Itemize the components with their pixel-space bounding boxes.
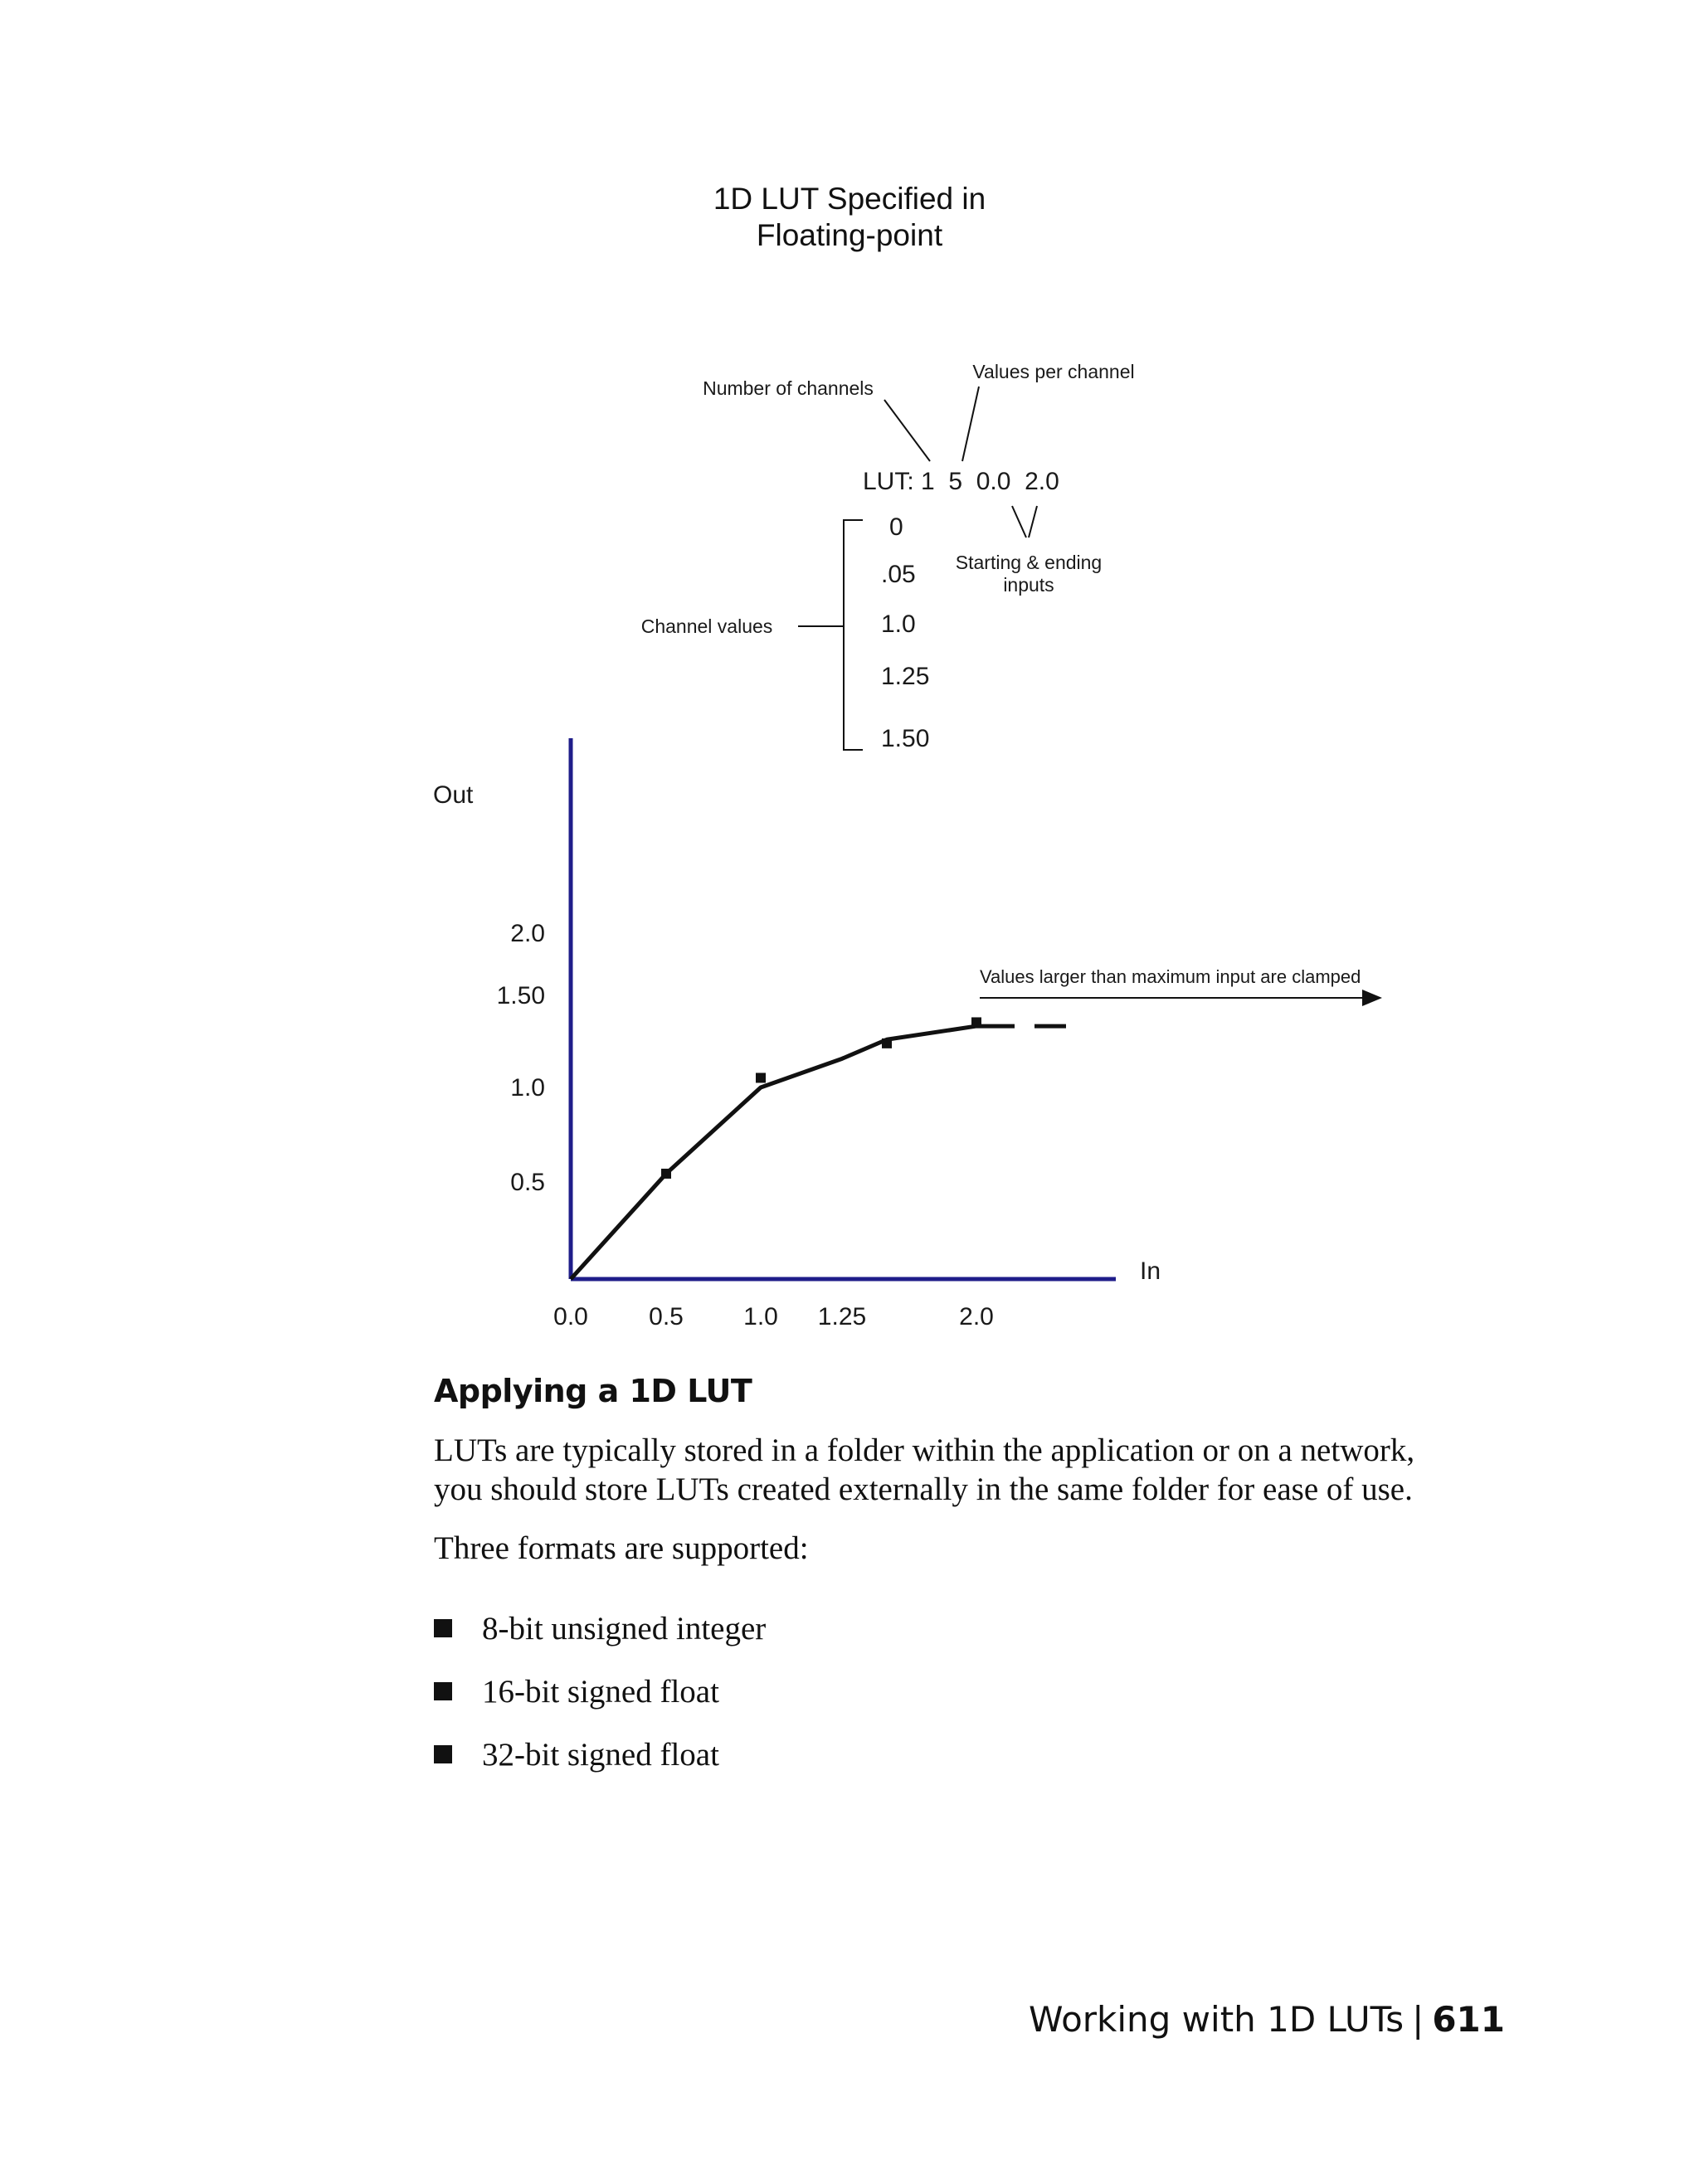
data-point-marker xyxy=(882,1038,892,1048)
list-item xyxy=(434,1723,766,1786)
channel-value: 1.0 xyxy=(881,610,916,638)
square-bullet-icon xyxy=(434,1619,452,1637)
y-tick-label: 1.0 xyxy=(510,1074,545,1102)
data-point-marker xyxy=(661,1169,671,1179)
lut-annotation-diagram xyxy=(641,361,1135,752)
x-tick-label: 1.0 xyxy=(743,1303,778,1330)
x-tick-label: 0.5 xyxy=(649,1303,684,1330)
list-item xyxy=(434,1597,766,1660)
x-axis-label: In xyxy=(1140,1257,1161,1285)
x-tick-label: 1.25 xyxy=(817,1303,867,1330)
y-tick-label: 2.0 xyxy=(510,920,545,947)
y-axis-label: Out xyxy=(433,781,474,809)
channel-values-bracket xyxy=(844,520,863,750)
x-tick-label: 2.0 xyxy=(959,1303,994,1330)
y-tick-label: 0.5 xyxy=(510,1169,545,1196)
ending-input-pointer xyxy=(1029,506,1037,537)
page-number: 611 xyxy=(1432,1999,1505,2040)
lut-curve-chart xyxy=(433,738,1380,1330)
number-of-channels-label: Number of channels xyxy=(703,377,874,399)
y-tick-label: 1.50 xyxy=(496,982,545,1009)
data-point-marker xyxy=(756,1073,766,1082)
values-per-channel-pointer xyxy=(962,387,979,461)
lut-header: LUT: 1 5 0.0 2.0 xyxy=(863,468,1059,495)
lut-curve-line xyxy=(571,1026,976,1279)
figure-title-line2: Floating-point xyxy=(756,218,943,252)
paragraph-line: you should store LUTs created externally in the same folder for ease of use. xyxy=(434,1471,1413,1507)
chapter-title: Working with 1D LUTs xyxy=(1029,1999,1404,2040)
channel-values-label: Channel values xyxy=(640,615,773,637)
list-item-text: 32-bit signed float xyxy=(482,1736,719,1773)
lut-storage-paragraph xyxy=(434,1431,1595,1509)
channel-value: 1.25 xyxy=(881,663,930,690)
starting-ending-label-line2: inputs xyxy=(1003,574,1054,596)
footer-separator: | xyxy=(1412,1999,1424,2040)
square-bullet-icon xyxy=(434,1745,452,1763)
formats-list xyxy=(434,1597,766,1786)
clamp-note: Values larger than maximum input are clamped xyxy=(980,966,1361,987)
starting-ending-label-line1: Starting & ending xyxy=(955,552,1103,573)
channel-value: .05 xyxy=(881,561,916,588)
list-item-text: 16-bit signed float xyxy=(482,1673,719,1710)
x-tick-label: 0.0 xyxy=(553,1303,588,1330)
list-item-text: 8-bit unsigned integer xyxy=(482,1610,767,1647)
figure-title-line1: 1D LUT Specified in xyxy=(713,182,986,216)
page-footer xyxy=(1029,1999,1505,2040)
square-bullet-icon xyxy=(434,1682,452,1700)
starting-input-pointer xyxy=(1012,506,1026,537)
data-point-marker xyxy=(971,1017,981,1027)
section-heading: Applying a 1D LUT xyxy=(434,1373,752,1409)
channel-value: 1.50 xyxy=(881,725,930,752)
number-of-channels-pointer xyxy=(884,400,930,461)
channel-value: 0 xyxy=(889,513,903,541)
formats-intro: Three formats are supported: xyxy=(434,1530,809,1566)
paragraph-line: LUTs are typically stored in a folder within the application or on a network, xyxy=(434,1432,1415,1468)
list-item xyxy=(434,1660,766,1723)
values-per-channel-label: Values per channel xyxy=(972,361,1135,382)
